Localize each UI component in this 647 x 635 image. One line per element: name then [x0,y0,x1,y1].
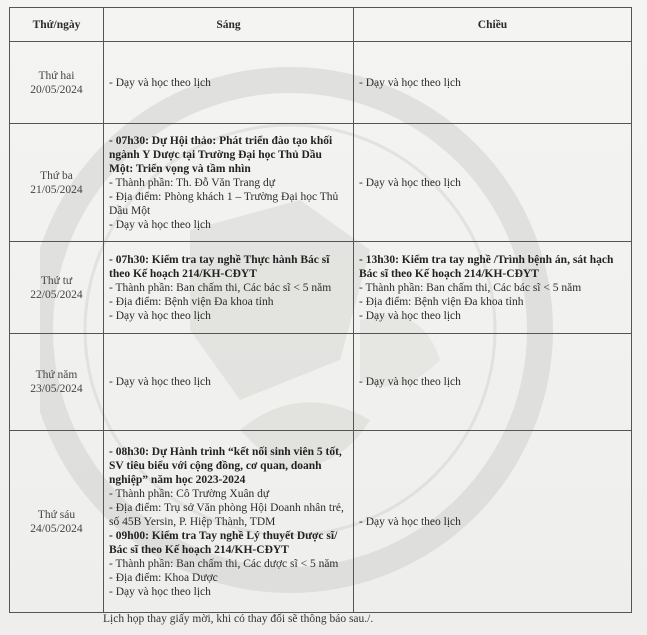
weekday-label: Thứ sáu [37,508,76,521]
event-title: - 07h30: Dự Hội thảo: Phát triển đào tạo khối ngành Y Dược tại Trường Đại học Thủ Dầu Một: Triển vọng và tầm nhìn [109,134,333,175]
day-cell [10,42,104,124]
event-title: - 13h30: Kiểm tra tay nghề /Trình bệnh án, sát hạch Bác sĩ theo Kế hoạch 214/KH-CĐYT [359,253,614,280]
event-detail: - Dạy và học theo lịch [109,585,211,598]
date-label: 21/05/2024 [30,183,83,196]
event-detail: - Dạy và học theo lịch [359,515,461,528]
event-title: - 07h30: Kiểm tra tay nghề Thực hành Bác sĩ theo Kế hoạch 214/KH-CĐYT [109,253,330,280]
date-label: 23/05/2024 [30,383,83,395]
event-detail: - Thành phần: Cô Trường Xuân dự [109,487,270,500]
event-detail: - Địa điểm: Khoa Dược [109,571,218,584]
afternoon-cell [354,124,632,242]
weekly-schedule-table [9,7,632,613]
table-row [10,42,632,124]
table-header-row [10,8,632,42]
event-detail: - Địa điểm: Phòng khách 1 – Trường Đại học Thủ Dầu Một [109,190,339,217]
event-detail: - Dạy và học theo lịch [109,309,211,322]
date-label: 22/05/2024 [30,288,83,301]
event-detail: - Địa điểm: Bệnh viện Đa khoa tỉnh [109,295,274,308]
event-detail: - Dạy và học theo lịch [359,76,461,89]
weekday-label: Thứ tư [40,274,73,287]
morning-cell [104,334,354,431]
weekday-label: Thứ năm [35,369,78,381]
day-cell [10,124,104,242]
event-detail: - Dạy và học theo lịch [359,376,461,388]
morning-cell [104,431,354,613]
event-title: - 09h00: Kiểm tra Tay nghề Lý thuyết Dược sĩ/ Bác sĩ theo Kế hoạch 214/KH-CĐYT [109,529,338,556]
date-label: 20/05/2024 [30,83,83,96]
table-row [10,242,632,334]
event-detail: - Địa điểm: Bệnh viện Đa khoa tỉnh [359,295,524,308]
morning-cell [104,124,354,242]
weekday-label: Thứ ba [40,169,73,182]
header-afternoon: Chiều [354,8,632,42]
footer-note: Lịch họp thay giấy mời, khi có thay đổi sẽ thông báo sau./. [103,613,374,625]
afternoon-cell [354,334,632,431]
day-cell [10,334,104,431]
day-cell [10,431,104,613]
event-detail: - Thành phần: Ban chấm thi, Các bác sĩ < 5 năm [109,281,332,294]
afternoon-cell [354,42,632,124]
event-detail: - Thành phần: Th. Đỗ Văn Trang dự [109,176,275,189]
morning-cell [104,42,354,124]
table-row [10,334,632,431]
header-morning: Sáng [104,8,354,42]
header-day: Thứ/ngày [10,8,104,42]
table-row [10,431,632,613]
event-detail: - Dạy và học theo lịch [359,176,461,189]
event-detail: - Dạy và học theo lịch [109,376,211,388]
event-detail: - Dạy và học theo lịch [109,218,211,231]
afternoon-cell [354,431,632,613]
morning-cell [104,242,354,334]
table-row [10,124,632,242]
afternoon-cell [354,242,632,334]
event-title: - 08h30: Dự Hành trình “kết nối sinh viên 5 tốt, SV tiêu biểu với cộng đồng, cơ quan, doanh nghiệp” năm học 2023-2024 [109,445,342,486]
event-detail: - Dạy và học theo lịch [109,76,211,89]
date-label: 24/05/2024 [30,522,83,535]
day-cell [10,242,104,334]
event-detail: - Địa điểm: Trụ sở Văn phòng Hội Doanh nhân trẻ, số 45B Yersin, P. Hiệp Thành, TDM [109,501,344,528]
event-detail: - Thành phần: Ban chấm thi, Các dược sĩ < 5 năm [109,557,339,570]
weekday-label: Thứ hai [38,69,75,82]
event-detail: - Thành phần: Ban chấm thi, Các bác sĩ < 5 năm [359,281,582,294]
event-detail: - Dạy và học theo lịch [359,309,461,322]
